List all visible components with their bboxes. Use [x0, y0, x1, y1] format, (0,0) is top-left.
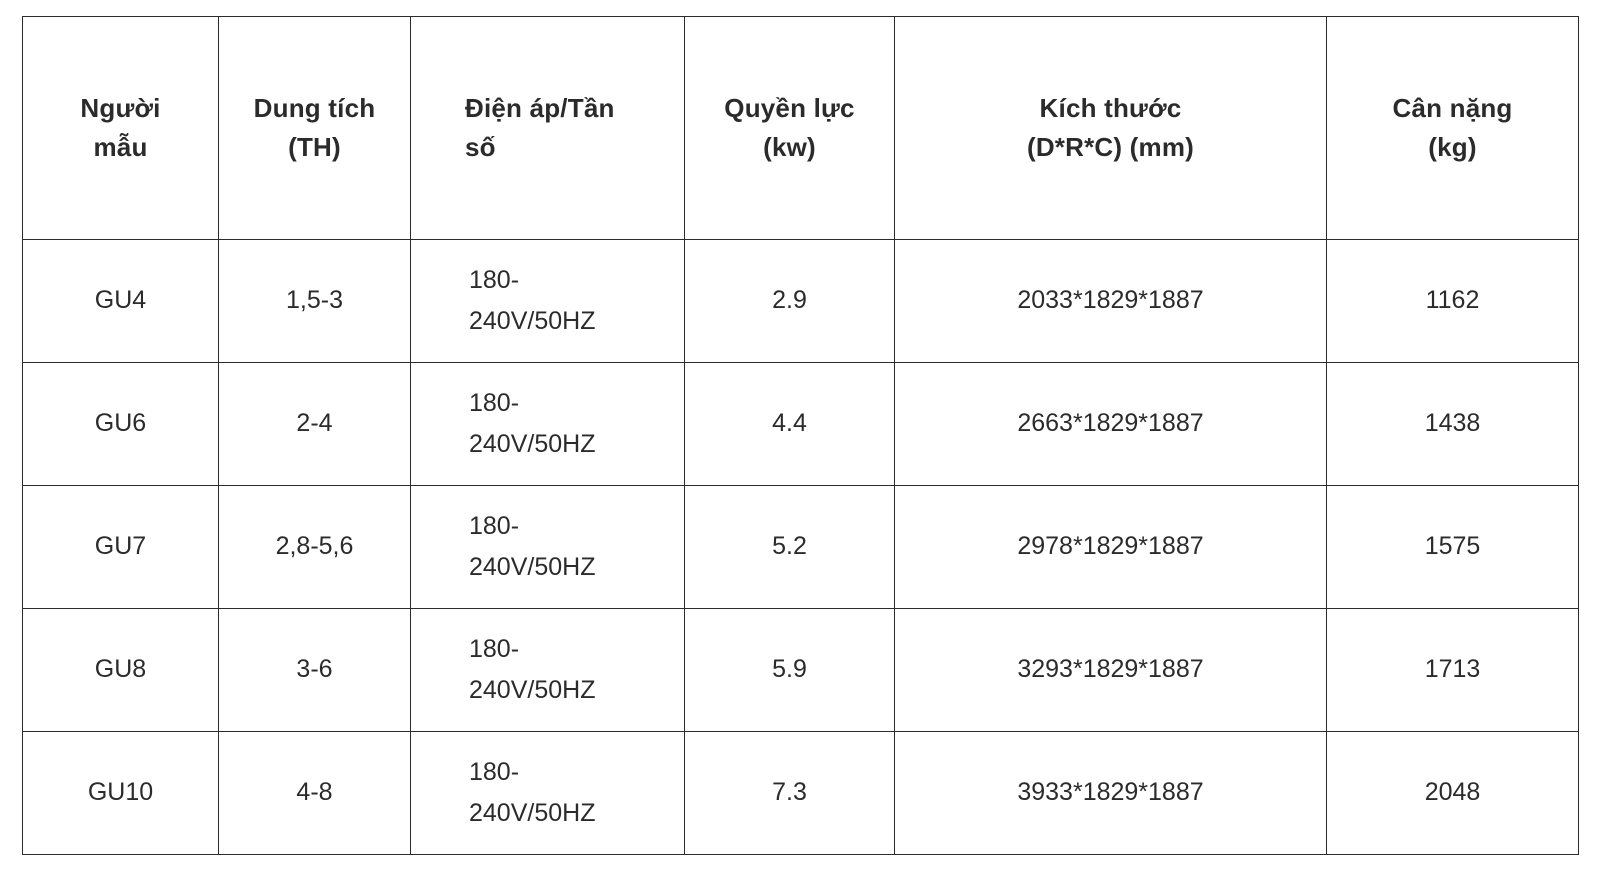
- cell-voltage: 180- 240V/50HZ: [411, 486, 685, 609]
- cell-weight: 1438: [1327, 363, 1579, 486]
- cell-power: 2.9: [685, 240, 895, 363]
- table-row: [23, 363, 1579, 486]
- cell-dimensions: 2978*1829*1887: [895, 486, 1327, 609]
- cell-voltage: 180- 240V/50HZ: [411, 240, 685, 363]
- column-header-capacity: Dung tích (TH): [219, 17, 411, 240]
- table-header: [23, 17, 1579, 240]
- cell-weight: 1713: [1327, 609, 1579, 732]
- cell-power: 7.3: [685, 732, 895, 855]
- cell-model: GU8: [23, 609, 219, 732]
- cell-power: 5.9: [685, 609, 895, 732]
- table-header-row: [23, 17, 1579, 240]
- cell-dimensions: 3293*1829*1887: [895, 609, 1327, 732]
- cell-voltage: 180- 240V/50HZ: [411, 609, 685, 732]
- cell-weight: 2048: [1327, 732, 1579, 855]
- cell-capacity: 1,5-3: [219, 240, 411, 363]
- column-header-model: Người mẫu: [23, 17, 219, 240]
- cell-dimensions: 2033*1829*1887: [895, 240, 1327, 363]
- column-header-voltage-frequency: Điện áp/Tần số: [411, 17, 685, 240]
- specifications-table: [22, 16, 1579, 855]
- cell-model: GU6: [23, 363, 219, 486]
- cell-dimensions: 3933*1829*1887: [895, 732, 1327, 855]
- column-header-dimensions: Kích thước (D*R*C) (mm): [895, 17, 1327, 240]
- table-body: [23, 240, 1579, 855]
- column-header-power: Quyền lực (kw): [685, 17, 895, 240]
- cell-voltage: 180- 240V/50HZ: [411, 732, 685, 855]
- cell-power: 4.4: [685, 363, 895, 486]
- cell-weight: 1575: [1327, 486, 1579, 609]
- column-header-weight: Cân nặng (kg): [1327, 17, 1579, 240]
- cell-capacity: 2,8-5,6: [219, 486, 411, 609]
- cell-model: GU7: [23, 486, 219, 609]
- cell-capacity: 2-4: [219, 363, 411, 486]
- cell-capacity: 4-8: [219, 732, 411, 855]
- table-row: [23, 240, 1579, 363]
- cell-dimensions: 2663*1829*1887: [895, 363, 1327, 486]
- cell-power: 5.2: [685, 486, 895, 609]
- cell-model: GU10: [23, 732, 219, 855]
- cell-model: GU4: [23, 240, 219, 363]
- cell-weight: 1162: [1327, 240, 1579, 363]
- table-row: [23, 609, 1579, 732]
- table-row: [23, 732, 1579, 855]
- cell-capacity: 3-6: [219, 609, 411, 732]
- cell-voltage: 180- 240V/50HZ: [411, 363, 685, 486]
- table-row: [23, 486, 1579, 609]
